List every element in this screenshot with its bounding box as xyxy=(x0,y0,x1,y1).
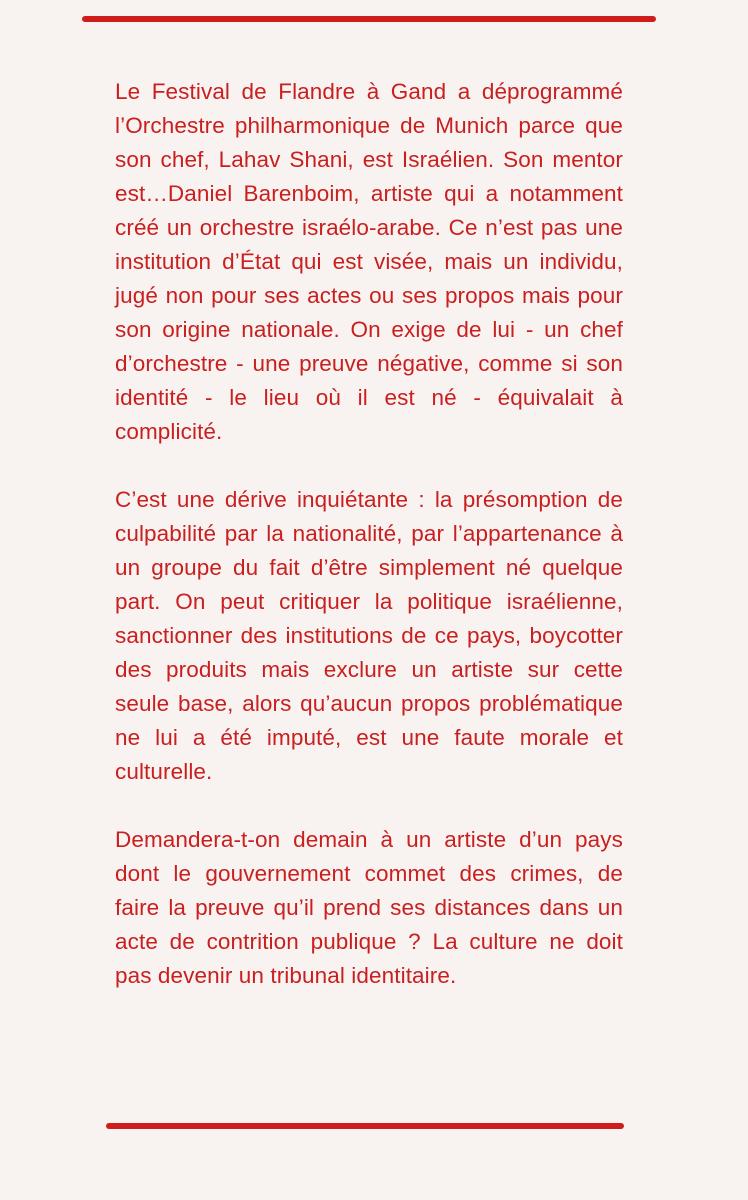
top-divider xyxy=(82,16,656,22)
paragraph-2: C’est une dérive inquiétante : la présomption de culpabilité par la nationalité, par l’appartenance à un groupe du fait d’être simplement né quelque part. On peut critiquer la politique israélienne, sanctionner des institutions de ce pays, boycotter des produits mais exclure un artiste sur cette seule base, alors qu’aucun propos problématique ne lui a été imputé, est une faute morale et culturelle. xyxy=(115,487,623,784)
bottom-divider xyxy=(106,1123,624,1129)
paragraph-1: Le Festival de Flandre à Gand a déprogrammé l’Orchestre philharmonique de Munich parce que son chef, Lahav Shani, est Israélien. Son mentor est…Daniel Barenboim, artiste qui a notamment créé un orchestre israélo-arabe. Ce n’est pas une institution d’État qui est visée, mais un individu, jugé non pour ses actes ou ses propos mais pour son origine nationale. On exige de lui - un chef d’orchestre - une preuve négative, comme si son identité - le lieu où il est né - équivalait à complicité. xyxy=(115,79,623,444)
article-body xyxy=(115,75,623,993)
paragraph-3: Demandera-t-on demain à un artiste d’un pays dont le gouvernement commet des crimes, de faire la preuve qu’il prend ses distances dans un acte de contrition publique ? La culture ne doit pas devenir un tribunal identitaire. xyxy=(115,827,623,988)
